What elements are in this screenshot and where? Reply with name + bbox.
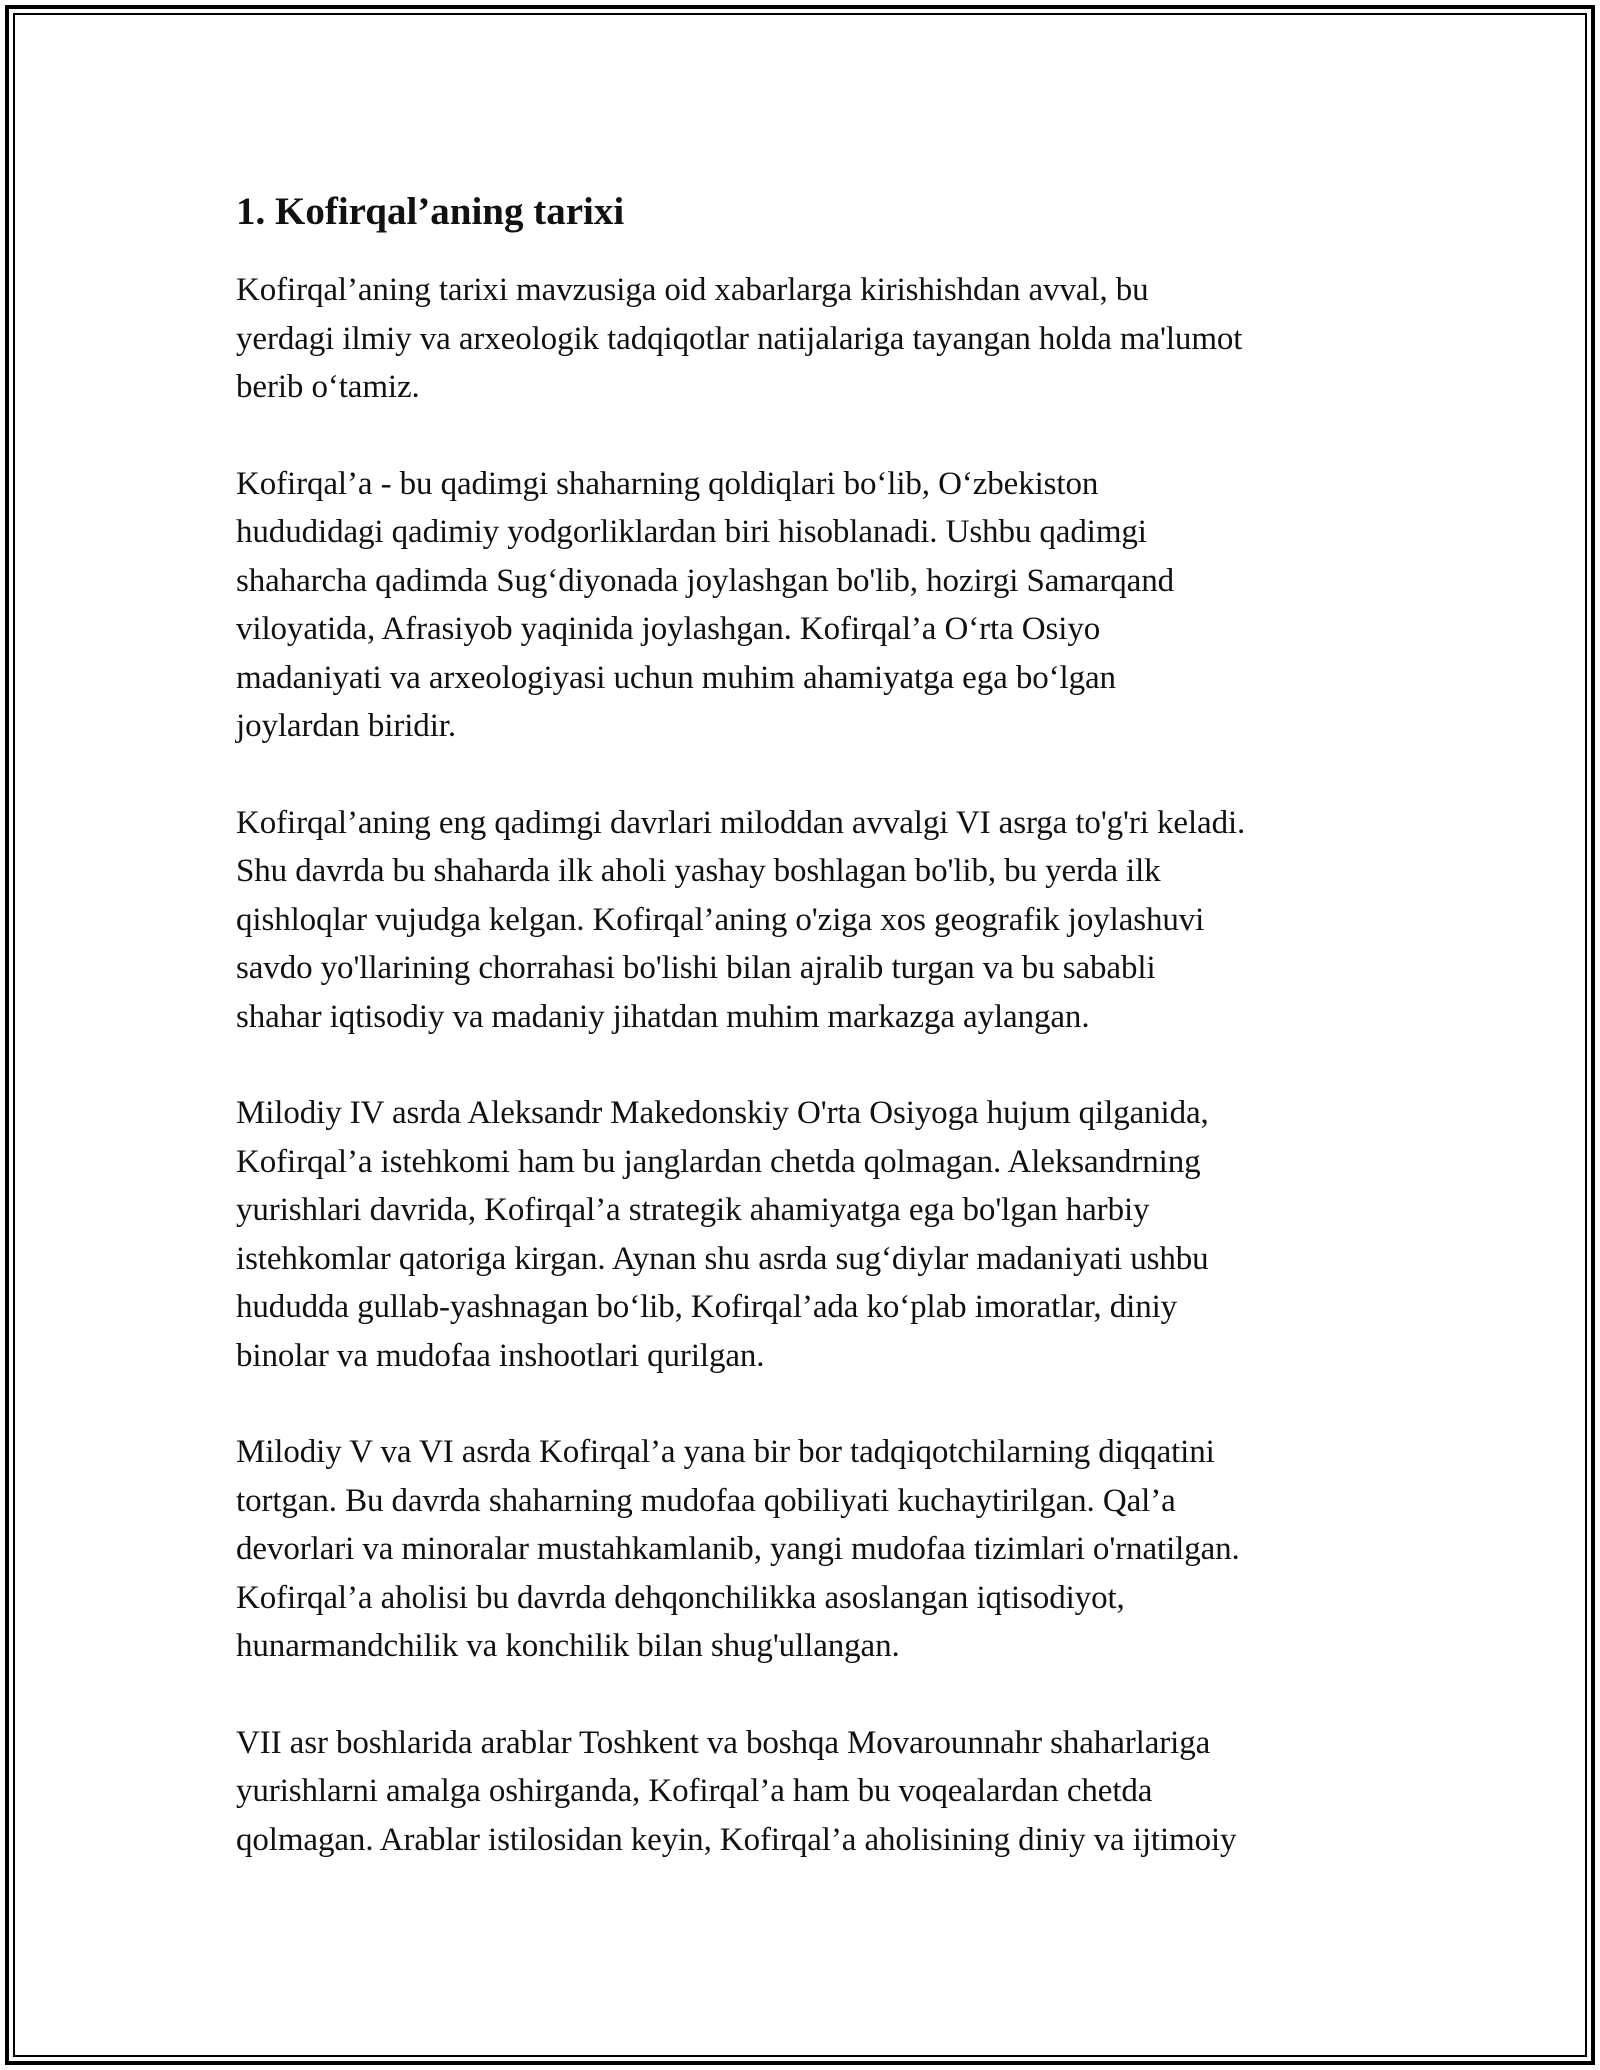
text-line: Kofirqal’a aholisi bu davrda dehqonchilikka asoslangan iqtisodiyot, [236,1579,1125,1616]
text-line: yurishlarni amalga oshirganda, Kofirqal’a ham bu voqealardan chetda [236,1773,1153,1809]
paragraph-1 [236,266,1376,412]
text-line: Kofirqal’a istehkomi ham bu janglardan chetda qolmagan. Aleksandrning [236,1143,1201,1180]
text-line: Milodiy IV asrda Aleksandr Makedonskiy O'rta Osiyoga hujum qilganida, [236,1095,1209,1131]
text-line: shaharcha qadimda Sug‘diyonada joylashgan bo'lib, hozirgi Samarqand [236,562,1174,599]
text-line: istehkomlar qatoriga kirgan. Aynan shu asrda sug‘diylar madaniyati ushbu [236,1240,1209,1277]
paragraph-4 [236,1089,1376,1380]
text-line: Kofirqal’aning tarixi mavzusiga oid xabarlarga kirishishdan avval, bu [236,272,1149,308]
text-line: binolar va mudofaa inshootlari qurilgan. [236,1337,765,1374]
section-heading: 1. Kofirqal’aning tarixi [236,190,625,233]
text-line: viloyatida, Afrasiyob yaqinida joylashgan. Kofirqal’a O‘rta Osiyo [236,611,1101,647]
paragraph-3 [236,799,1376,1042]
text-line: yerdagi ilmiy va arxeologik tadqiqotlar natijalariga tayangan holda ma'lumot [236,320,1243,357]
document-body [236,188,1376,1912]
paragraph-5 [236,1428,1376,1671]
text-line: hunarmandchilik va konchilik bilan shug'ullangan. [236,1628,900,1664]
text-line: qishloqlar vujudga kelgan. Kofirqal’aning o'ziga xos geografik joylashuvi [236,901,1205,938]
text-line: Kofirqal’aning eng qadimgi davrlari miloddan avvalgi VI asrga to'g'ri keladi. [236,804,1246,841]
paragraph-6 [236,1719,1376,1865]
text-line: savdo yo'llarining chorrahasi bo'lishi bilan ajralib turgan va bu sababli [236,950,1156,986]
text-line: madaniyati va arxeologiyasi uchun muhim ahamiyatga ega bo‘lgan [236,659,1116,696]
text-line: shahar iqtisodiy va madaniy jihatdan muhim markazga aylangan. [236,998,1090,1035]
text-line: joylardan biridir. [236,708,456,744]
text-line: qolmagan. Arablar istilosidan keyin, Kofirqal’a aholisining diniy va ijtimoiy [236,1821,1237,1858]
text-line: hududidagi qadimiy yodgorliklardan biri hisoblanadi. Ushbu qadimgi [236,514,1147,550]
text-line: Kofirqal’a - bu qadimgi shaharning qoldiqlari bo‘lib, O‘zbekiston [236,465,1099,502]
text-line: VII asr boshlarida arablar Toshkent va boshqa Movarounnahr shaharlariga [236,1724,1211,1761]
text-line: yurishlari davrida, Kofirqal’a strategik ahamiyatga ega bo'lgan harbiy [236,1192,1150,1228]
text-line: devorlari va minoralar mustahkamlanib, yangi mudofaa tizimlari o'rnatilgan. [236,1531,1240,1567]
paragraph-2 [236,460,1376,751]
text-line: hududda gullab-yashnagan bo‘lib, Kofirqal’ada ko‘plab imoratlar, diniy [236,1289,1178,1325]
text-line: Milodiy V va VI asrda Kofirqal’a yana bir bor tadqiqotchilarning diqqatini [236,1434,1215,1470]
text-line: berib o‘tamiz. [236,369,420,405]
text-line: tortgan. Bu davrda shaharning mudofaa qobiliyati kuchaytirilgan. Qal’a [236,1482,1176,1519]
text-line: Shu davrda bu shaharda ilk aholi yashay boshlagan bo'lib, bu yerda ilk [236,853,1161,889]
